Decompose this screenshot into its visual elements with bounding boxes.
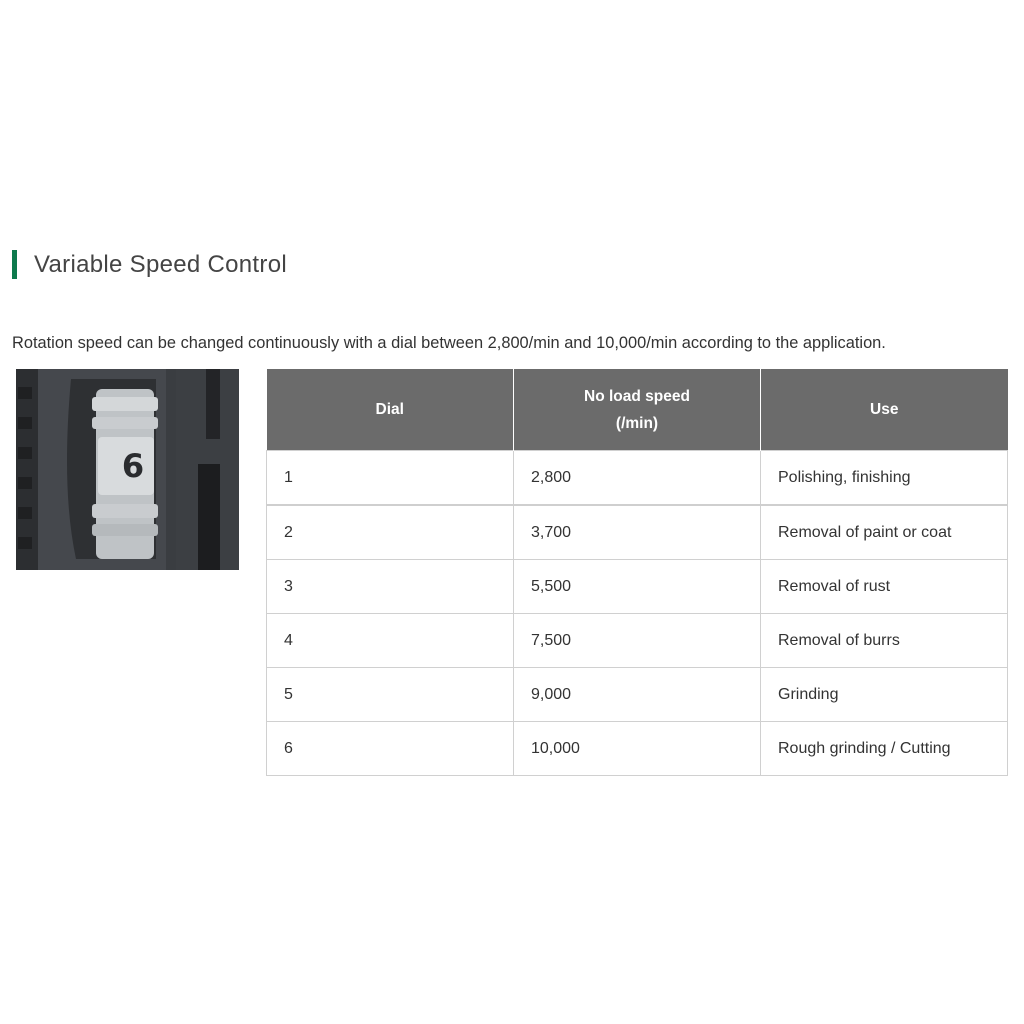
title-accent-bar [12,250,17,279]
cell-dial: 4 [267,614,514,668]
cell-speed: 10,000 [514,722,761,776]
cell-dial: 3 [267,560,514,614]
table-row [267,614,1008,668]
header-speed-line2: (/min) [615,414,659,432]
cell-use: Rough grinding / Cutting [761,722,1008,776]
cell-use: Removal of rust [761,560,1008,614]
dial-number: 6 [121,447,145,485]
cell-dial: 2 [267,505,514,560]
header-dial: Dial [267,369,514,451]
section-heading [12,250,287,279]
page-title: Variable Speed Control [34,250,287,278]
cell-dial: 5 [267,668,514,722]
cell-use: Removal of paint or coat [761,505,1008,560]
cell-use: Polishing, finishing [761,451,1008,506]
cell-speed: 3,700 [514,505,761,560]
table-row [267,560,1008,614]
intro-paragraph: Rotation speed can be changed continuously with a dial between 2,800/min and 10,000/min according to the application. [12,334,886,352]
header-use: Use [761,369,1008,451]
table-row [267,668,1008,722]
dial-illustration [16,369,239,570]
cell-speed: 2,800 [514,451,761,506]
cell-speed: 5,500 [514,560,761,614]
speed-table [266,369,1008,776]
cell-use: Grinding [761,668,1008,722]
cell-speed: 9,000 [514,668,761,722]
speed-dial-photo [16,369,239,570]
cell-dial: 6 [267,722,514,776]
table-row [267,505,1008,560]
table-header-row [267,369,1008,451]
cell-use: Removal of burrs [761,614,1008,668]
cell-dial: 1 [267,451,514,506]
header-speed [514,369,761,451]
cell-speed: 7,500 [514,614,761,668]
table-row [267,722,1008,776]
header-speed-line1: No load speed [584,387,690,405]
table-row [267,451,1008,506]
